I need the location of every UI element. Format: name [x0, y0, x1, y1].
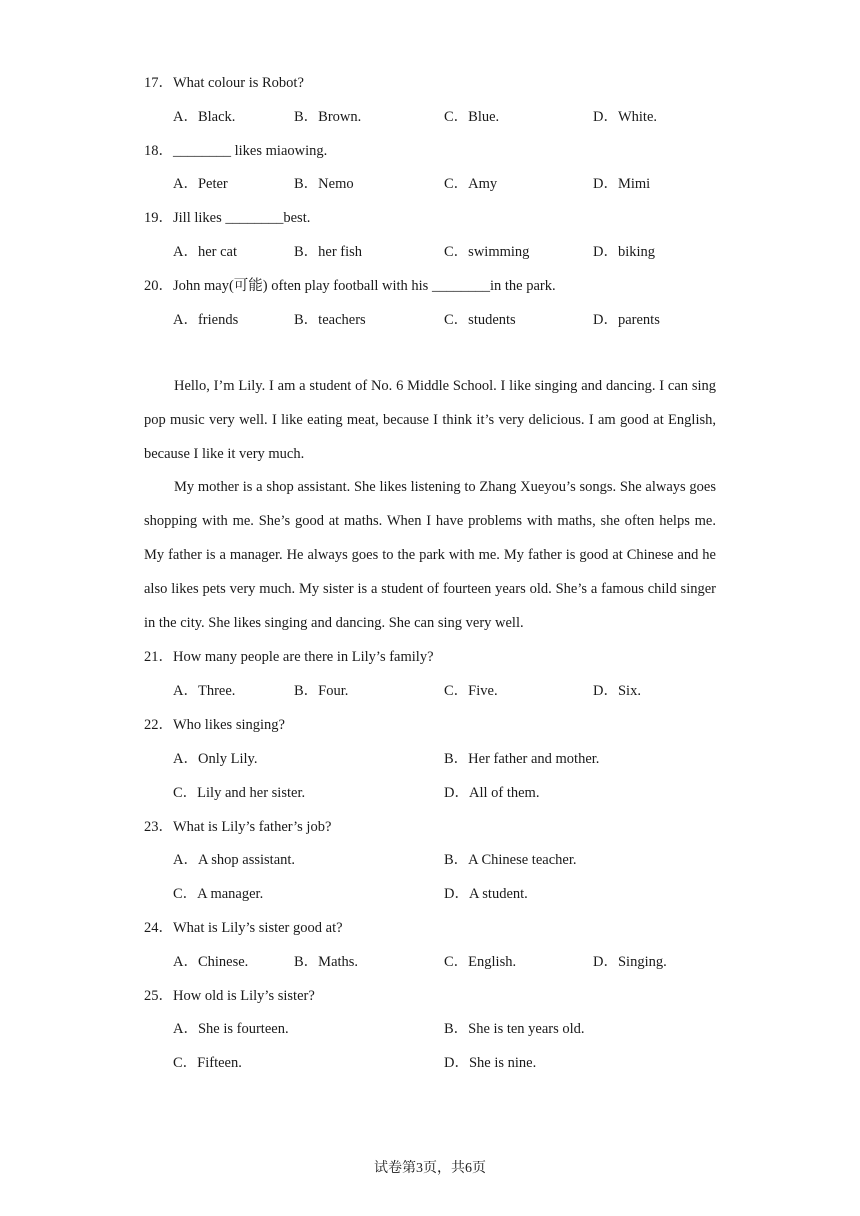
option-a: A．her cat	[173, 244, 238, 260]
option-a: A．A shop assistant.	[173, 852, 296, 868]
option-b: B．Her father and mother.	[444, 751, 600, 767]
option-b: B．Nemo	[294, 176, 354, 192]
question-23-options-row1	[173, 850, 733, 870]
question-25-options-row1	[173, 1019, 733, 1039]
option-b: B．teachers	[294, 312, 366, 328]
option-b: B．Brown.	[294, 109, 362, 125]
question-20-options	[173, 310, 733, 330]
option-a: A．Peter	[173, 176, 228, 192]
option-c: C．Five.	[444, 683, 498, 699]
option-c: C．Lily and her sister.	[173, 785, 306, 801]
option-b: B．her fish	[294, 244, 363, 260]
option-c: C．A manager.	[173, 886, 264, 902]
passage-paragraph: My mother is a shop assistant. She likes listening to Zhang Xueyou’s songs. She always goes shopping with me. She’s good at maths. When I have problems with maths, she often helps me. My father is a manager. He always goes to the park with me. My father is good at Chinese and he also likes pets very much. My sister is a student of fourteen years old. She’s a famous child singer in the city. She likes singing and dancing. She can sing very well.	[144, 479, 716, 631]
option-d: D．All of them.	[444, 785, 540, 801]
option-b: B．She is ten years old.	[444, 1021, 585, 1037]
option-d: D．Six.	[593, 683, 641, 699]
question-24-stem: 24．What is Lily’s sister good at?	[144, 920, 343, 936]
question-21-options	[173, 681, 733, 701]
question-19-stem: 19．Jill likes ________best.	[144, 210, 311, 226]
option-a: A．She is fourteen.	[173, 1021, 289, 1037]
option-b: B．A Chinese teacher.	[444, 852, 577, 868]
option-c: C．Blue.	[444, 109, 500, 125]
option-d: D．Singing.	[593, 954, 667, 970]
option-d: D．Mimi	[593, 176, 651, 192]
question-18-stem: 18．________ likes miaowing.	[144, 143, 328, 159]
question-18-options	[173, 174, 733, 194]
question-23-options-row2	[173, 884, 733, 904]
question-21-stem: 21．How many people are there in Lily’s family?	[144, 649, 434, 665]
option-a: A．friends	[173, 312, 239, 328]
option-c: C．Fifteen.	[173, 1055, 242, 1071]
option-d: D．parents	[593, 312, 660, 328]
option-d: D．A student.	[444, 886, 528, 902]
option-a: A．Chinese.	[173, 954, 249, 970]
question-20-stem: 20．John may(可能) often play football with his ________in the park.	[144, 278, 556, 294]
option-c: C．students	[444, 312, 516, 328]
question-25-options-row2	[173, 1053, 733, 1073]
option-d: D．White.	[593, 109, 658, 125]
option-b: B．Maths.	[294, 954, 359, 970]
option-a: A．Black.	[173, 109, 236, 125]
question-22-options-row2	[173, 783, 733, 803]
option-a: A．Only Lily.	[173, 751, 258, 767]
option-b: B．Four.	[294, 683, 349, 699]
option-d: D．biking	[593, 244, 656, 260]
option-a: A．Three.	[173, 683, 236, 699]
passage-paragraph: Hello, I’m Lily. I am a student of No. 6 Middle School. I like singing and dancing. I can sing pop music very well. I like eating meat, because I think it’s very delicious. I am good at English, because I like it very much.	[144, 378, 716, 462]
question-24-options	[173, 952, 733, 972]
question-22-stem: 22．Who likes singing?	[144, 717, 285, 733]
question-19-options	[173, 242, 733, 262]
question-22-options-row1	[173, 749, 733, 769]
question-25-stem: 25．How old is Lily’s sister?	[144, 988, 315, 1004]
question-17-stem: 17．What colour is Robot?	[144, 75, 304, 91]
option-c: C．Amy	[444, 176, 498, 192]
reading-passage	[144, 370, 716, 640]
question-17-options	[173, 107, 733, 127]
option-c: C．swimming	[444, 244, 530, 260]
question-23-stem: 23．What is Lily’s father’s job?	[144, 819, 332, 835]
option-d: D．She is nine.	[444, 1055, 537, 1071]
option-c: C．English.	[444, 954, 517, 970]
page-footer: 试卷第3页，共6页	[374, 1161, 486, 1176]
